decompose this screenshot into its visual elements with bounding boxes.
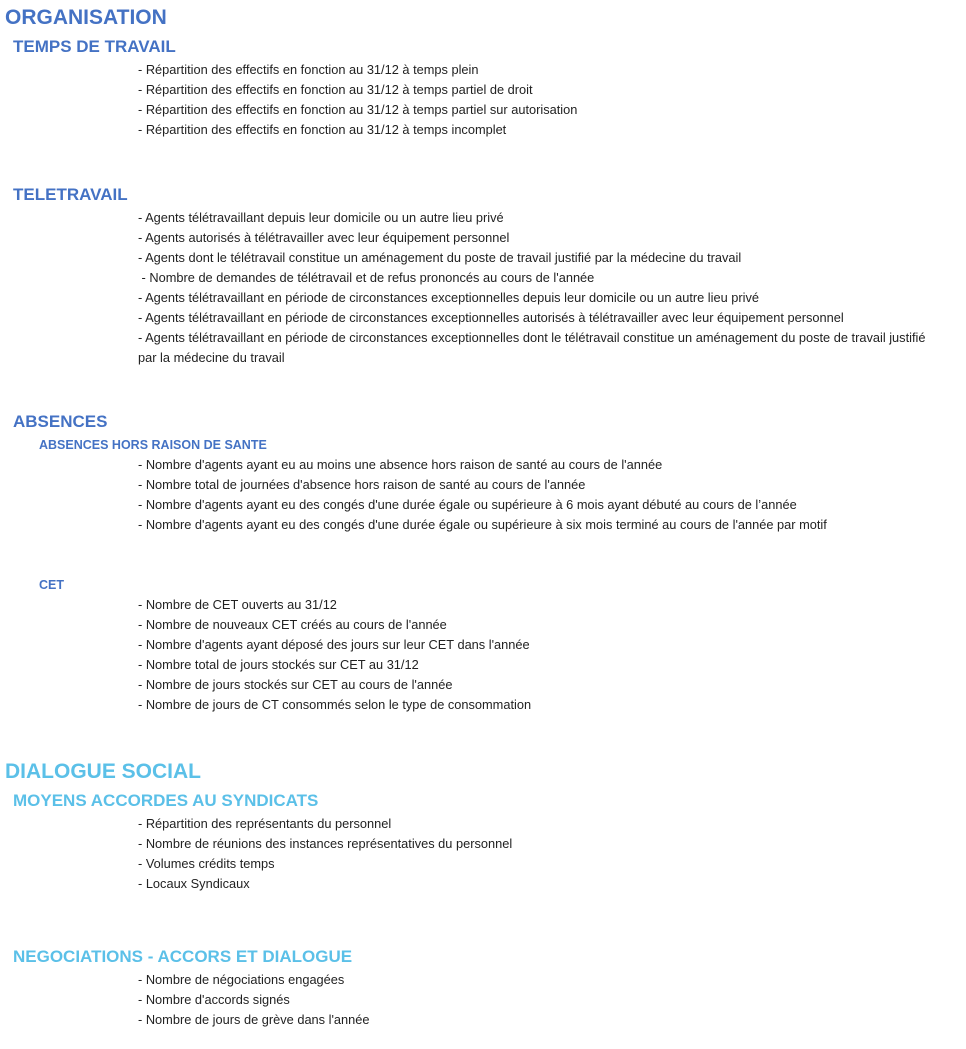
section-title-organisation: ORGANISATION bbox=[5, 6, 167, 29]
list-item: - Nombre de réunions des instances représentatives du personnel bbox=[138, 836, 513, 851]
list-item: - Volumes crédits temps bbox=[138, 856, 275, 871]
list-item: - Agents télétravaillant en période de circonstances exceptionnelles depuis leur domicile ou un autre lieu privé bbox=[138, 290, 760, 305]
list-item: - Nombre de jours stockés sur CET au cours de l'année bbox=[138, 677, 453, 692]
subsection-title-negociations: NEGOCIATIONS - ACCORS ET DIALOGUE bbox=[13, 947, 353, 966]
list-item: - Nombre d'agents ayant eu des congés d'une durée égale ou supérieure à six mois terminé au cours de l'année par motif bbox=[138, 517, 827, 532]
list-item: - Agents autorisés à télétravailler avec leur équipement personnel bbox=[138, 230, 510, 245]
list-item: - Nombre d'agents ayant eu des congés d'une durée égale ou supérieure à 6 mois ayant débuté au cours de l’année bbox=[138, 497, 797, 512]
moyens-accordes-list bbox=[138, 814, 938, 894]
list-item: - Nombre de négociations engagées bbox=[138, 972, 345, 987]
list-item: - Nombre de jours de grève dans l'année bbox=[138, 1012, 370, 1027]
subsection-title-absences: ABSENCES bbox=[13, 412, 108, 431]
list-item: - Nombre total de jours stockés sur CET au 31/12 bbox=[138, 657, 419, 672]
list-item: - Nombre de nouveaux CET créés au cours de l'année bbox=[138, 617, 447, 632]
list-item: - Locaux Syndicaux bbox=[138, 876, 250, 891]
cet-list bbox=[138, 595, 938, 715]
section-title-dialogue-social: DIALOGUE SOCIAL bbox=[5, 760, 202, 783]
list-item: - Répartition des effectifs en fonction au 31/12 à temps incomplet bbox=[138, 122, 507, 137]
sub-subsection-title-cet: CET bbox=[39, 578, 64, 592]
teletravail-list bbox=[138, 208, 938, 368]
list-item: - Agents télétravaillant en période de circonstances exceptionnelles autorisés à télétravailler avec leur équipement personnel bbox=[138, 310, 844, 325]
list-item: - Agents télétravaillant depuis leur domicile ou un autre lieu privé bbox=[138, 210, 504, 225]
subsection-title-temps-de-travail: TEMPS DE TRAVAIL bbox=[13, 37, 176, 56]
list-item: - Agents dont le télétravail constitue un aménagement du poste de travail justifié par la médecine du travail bbox=[138, 250, 742, 265]
list-item: - Nombre d'agents ayant eu au moins une absence hors raison de santé au cours de l'année bbox=[138, 457, 663, 472]
list-item: - Répartition des représentants du personnel bbox=[138, 816, 392, 831]
list-item: - Nombre d'agents ayant déposé des jours sur leur CET dans l'année bbox=[138, 637, 530, 652]
negociations-list bbox=[138, 970, 938, 1030]
list-item: - Nombre d'accords signés bbox=[138, 992, 290, 1007]
list-item: - Nombre de CET ouverts au 31/12 bbox=[138, 597, 337, 612]
list-item: - Nombre total de journées d'absence hors raison de santé au cours de l'année bbox=[138, 477, 586, 492]
sub-subsection-title-absences-hors-raison-de-sante: ABSENCES HORS RAISON DE SANTE bbox=[39, 438, 267, 452]
list-item: - Nombre de jours de CT consommés selon le type de consommation bbox=[138, 697, 532, 712]
temps-de-travail-list bbox=[138, 60, 938, 140]
list-item: - Répartition des effectifs en fonction au 31/12 à temps partiel sur autorisation bbox=[138, 102, 578, 117]
absences-hors-raison-de-sante-list bbox=[138, 455, 938, 535]
list-item: - Nombre de demandes de télétravail et de refus prononcés au cours de l'année bbox=[138, 270, 595, 285]
list-item: - Agents télétravaillant en période de circonstances exceptionnelles dont le télétravail constitue un aménagement du poste de travail justifié par la médecine du travail bbox=[138, 330, 926, 365]
list-item: - Répartition des effectifs en fonction au 31/12 à temps partiel de droit bbox=[138, 82, 533, 97]
subsection-title-teletravail: TELETRAVAIL bbox=[13, 185, 128, 204]
subsection-title-moyens-accordes: MOYENS ACCORDES AU SYNDICATS bbox=[13, 791, 319, 810]
list-item: - Répartition des effectifs en fonction au 31/12 à temps plein bbox=[138, 62, 479, 77]
